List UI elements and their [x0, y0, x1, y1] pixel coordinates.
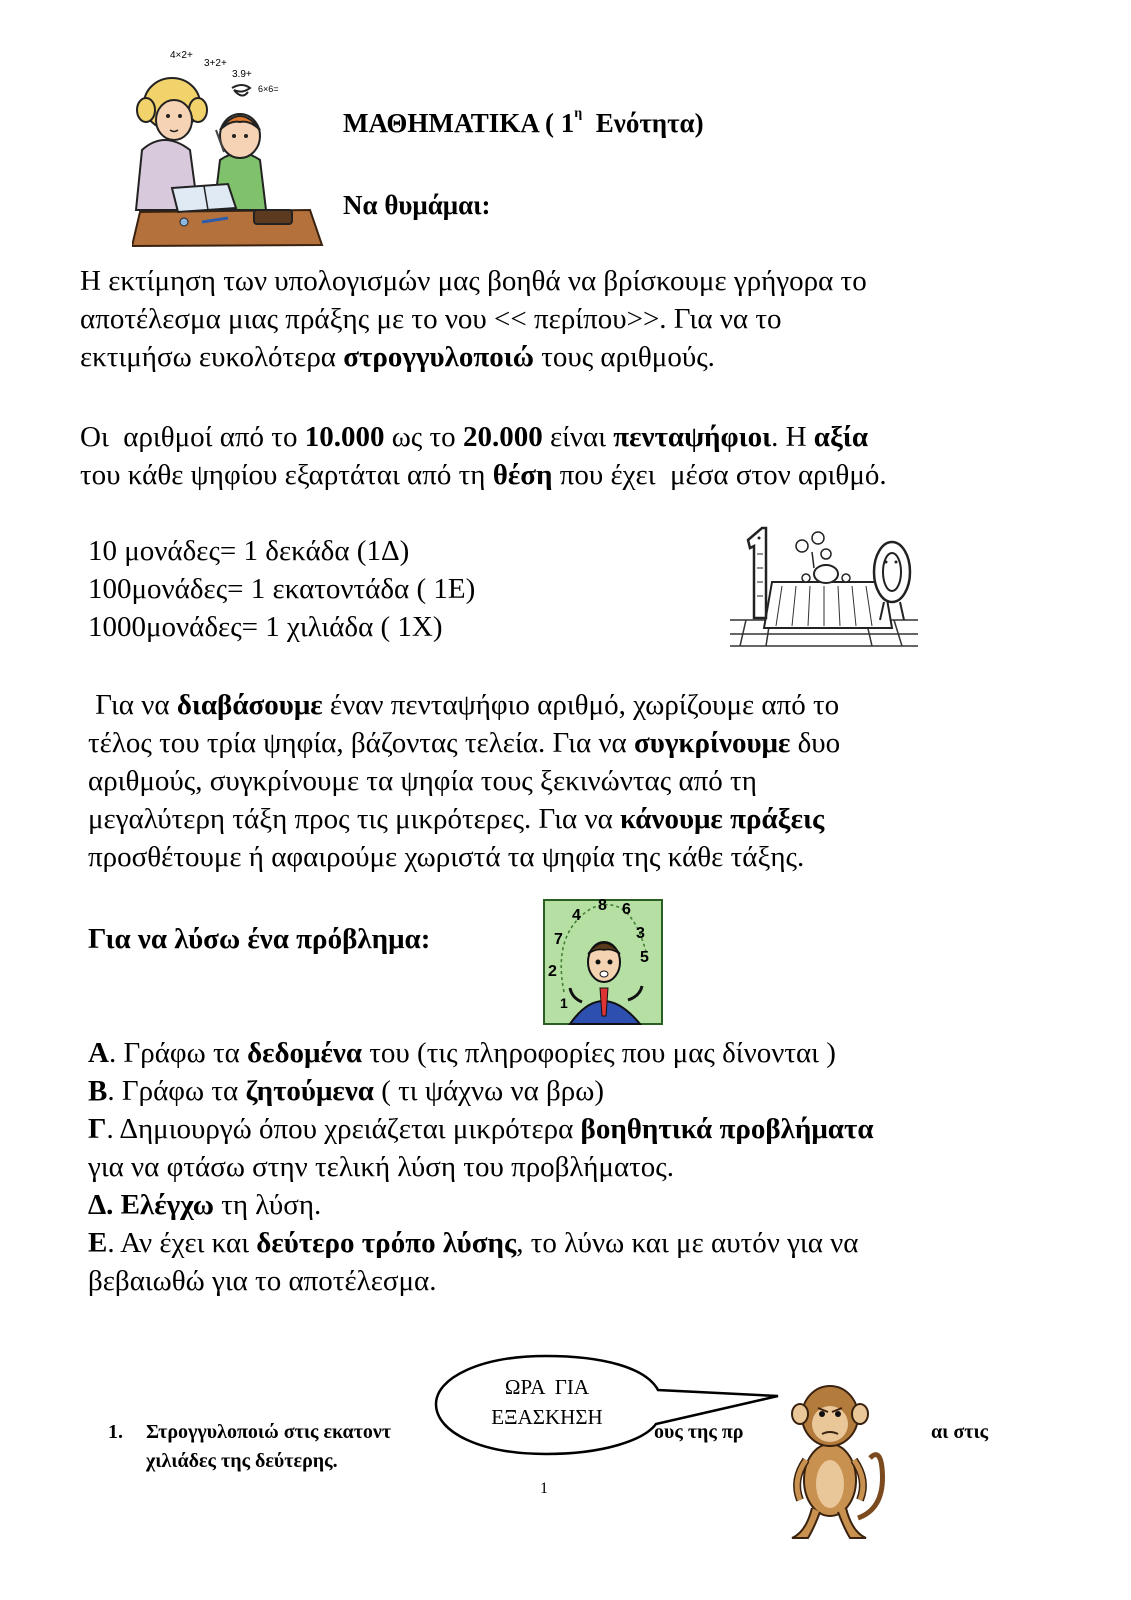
bubble-line: ΩΡΑ ΓΙΑ [504, 1375, 590, 1399]
reading-line [88, 800, 840, 838]
text: έναν πενταψήφιο αριθμό, χωρίζουμε από το [322, 689, 840, 721]
bold-text: βοηθητικά προβλήματα [580, 1113, 874, 1145]
reading-paragraph [88, 686, 840, 876]
bold-text: διαβάσουμε [176, 689, 323, 721]
page-number: 1 [540, 1480, 548, 1497]
bubble-text [456, 1372, 638, 1432]
intro-text: τους αριθμούς. [533, 341, 715, 373]
step-letter: Ε [88, 1227, 108, 1259]
text: . Γράφω τα [108, 1037, 248, 1069]
monkey-illustration [776, 1368, 888, 1546]
exercise-number: 1. [108, 1421, 123, 1443]
bold-text: αξία [813, 421, 869, 453]
exercise-text-part: ους της πρ [654, 1421, 744, 1443]
intro-line [80, 338, 867, 376]
text: Οι αριθμοί από το [80, 421, 305, 453]
bold-text: συγκρίνουμε [634, 727, 791, 759]
title-superscript: η [574, 106, 583, 121]
text: τη λύση. [213, 1189, 322, 1221]
bold-text: πενταψήφιοι [613, 421, 772, 453]
bubble-line: ΕΞΑΣΚΗΣΗ [491, 1405, 603, 1429]
step-letter: Γ [88, 1113, 107, 1145]
intro-bold: στρογγυλοποιώ [343, 341, 534, 373]
units-line: 1000μονάδες= 1 χιλιάδα ( 1Χ) [88, 611, 443, 643]
units-line: 100μονάδες= 1 εκατοντάδα ( 1Ε) [88, 573, 476, 605]
text: . Η [771, 421, 814, 453]
step-c [88, 1110, 874, 1148]
page-title [343, 108, 704, 139]
exercise-text-line2: χιλιάδες της δεύτερης. [146, 1450, 338, 1472]
step-e-cont: βεβαιωθώ για το αποτέλεσμα. [88, 1265, 437, 1297]
text: . Αν έχει και [107, 1227, 257, 1259]
problem-heading: Για να λύσω ένα πρόβλημα: [88, 923, 431, 955]
juggled-digit: 5 [640, 949, 649, 966]
step-c-cont: για να φτάσω στην τελική λύση του προβλήματος. [88, 1151, 675, 1183]
bold-text: 20.000 [462, 421, 543, 453]
exercise-text-part: Στρογγυλοποιώ στις εκατοντ [146, 1421, 392, 1443]
math-formula: 6×6= [258, 84, 279, 94]
problem-steps [88, 1034, 874, 1300]
math-formula: 4×2+ [170, 50, 193, 61]
juggled-digit: 7 [554, 931, 563, 948]
numbers-paragraph [80, 418, 887, 494]
text: του (τις πληροφορίες που μας δίνονται ) [362, 1037, 836, 1069]
bold-text: 10.000 [304, 421, 385, 453]
step-a [88, 1034, 874, 1072]
juggled-digit: 4 [572, 907, 581, 924]
step-e [88, 1224, 874, 1262]
text: δυο [790, 727, 841, 759]
juggler-illustration [542, 892, 666, 1028]
units-line: 10 μονάδες= 1 δεκάδα (1Δ) [88, 535, 410, 567]
title-text-end: Ενότητα) [582, 108, 704, 138]
title-text: ΜΑΘΗΜΑΤΙΚΑ ( 1 [343, 108, 575, 138]
text: που έχει μέσα στον αριθμό. [552, 459, 887, 491]
bold-text: Δ. Ελέγχω [88, 1189, 214, 1221]
juggled-digit: 2 [548, 963, 557, 980]
juggled-digit: 1 [560, 995, 568, 1011]
exercise-1 [108, 1418, 123, 1447]
reading-line [88, 686, 840, 724]
bold-text: ζητούμενα [245, 1075, 374, 1107]
reading-line: προσθέτουμε ή αφαιρούμε χωριστά τα ψηφία της κάθε τάξης. [88, 841, 805, 873]
reading-line: αριθμούς, συγκρίνουμε τα ψηφία τους ξεκινώντας από τη [88, 765, 757, 797]
exercise-text-part: αι στις [931, 1421, 989, 1443]
intro-paragraph [80, 262, 867, 376]
text: , το λύνω και με αυτόν για να [516, 1227, 859, 1259]
bold-text: θέση [492, 459, 553, 491]
text: του κάθε ψηφίου εξαρτάται από τη [80, 459, 493, 491]
math-formula: 3+2+ [204, 58, 227, 69]
text: ( τι ψάχνω να βρω) [373, 1075, 605, 1107]
juggled-digit: 3 [636, 925, 645, 942]
text: . Δημιουργώ όπου χρειάζεται μικρότερα [106, 1113, 581, 1145]
bold-text: δεδομένα [247, 1037, 363, 1069]
step-letter: Α [88, 1037, 109, 1069]
page-subtitle: Να θυμάμαι: [343, 190, 491, 220]
text: μεγαλύτερη τάξη προς τις μικρότερες. Για να [88, 803, 621, 835]
juggled-digit: 8 [598, 897, 607, 914]
intro-line: Η εκτίμηση των υπολογισμών μας βοηθά να βρίσκουμε γρήγορα το [80, 265, 867, 297]
text: είναι [542, 421, 614, 453]
intro-text: εκτιμήσω ευκολότερα [80, 341, 344, 373]
text: Για να [88, 689, 177, 721]
step-letter: Β [88, 1075, 108, 1107]
units-list [88, 532, 475, 646]
math-formula: 3.9+ [232, 69, 252, 80]
numbers-table-illustration [726, 524, 922, 648]
bold-text: κάνουμε πράξεις [620, 803, 825, 835]
text: ως το [384, 421, 463, 453]
juggled-digit: 6 [622, 901, 631, 918]
bold-text: δεύτερο τρόπο λύσης [256, 1227, 517, 1259]
intro-line: αποτέλεσμα μιας πράξης με το νου << περίπου>>. Για να το [80, 303, 782, 335]
step-d [88, 1186, 874, 1224]
reading-line [88, 724, 840, 762]
text: τέλος του τρία ψηφία, βάζοντας τελεία. Για να [88, 727, 635, 759]
numbers-line [80, 418, 887, 456]
text: . Γράφω τα [107, 1075, 246, 1107]
numbers-line [80, 456, 887, 494]
step-b [88, 1072, 874, 1110]
teacher-student-illustration [132, 40, 324, 250]
